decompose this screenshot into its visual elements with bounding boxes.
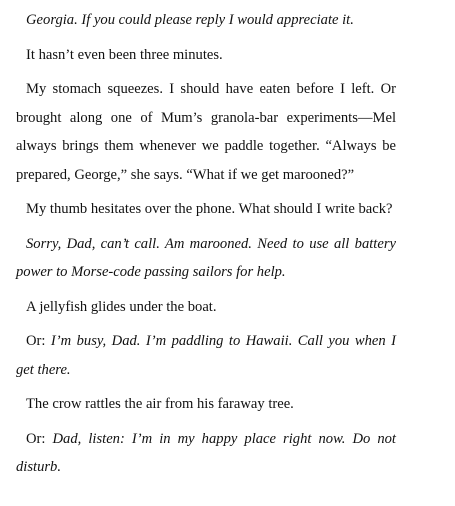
paragraph-text: It hasn’t even been three minutes. (26, 46, 223, 63)
paragraph-narration (16, 41, 396, 70)
paragraph-text: Dad, listen: I’m in my happy place right now. Do not disturb. (16, 430, 396, 475)
paragraph-text: My stomach squeezes. I should have eaten before I left. Or brought along one of Mum’s granola-bar experiments—Mel always brings them whenever we paddle together. “Always be prepared, George,” she says. “What if we get marooned?” (16, 81, 396, 183)
paragraph-imagined-reply (16, 230, 396, 287)
paragraph-imagined-reply (16, 327, 396, 384)
paragraph-narration (16, 293, 396, 322)
paragraph-text: I’m busy, Dad. I’m paddling to Hawaii. Call you when I get there. (16, 333, 396, 378)
paragraph-text: The crow rattles the air from his faraway tree. (26, 396, 294, 412)
paragraph-prefix: Or: (26, 333, 51, 349)
paragraph-narration (16, 390, 396, 419)
paragraph-narration (16, 75, 396, 189)
paragraph-imagined-reply (16, 425, 396, 482)
paragraph-text: A jellyfish glides under the boat. (26, 298, 217, 315)
paragraph-text: My thumb hesitates over the phone. What should I write back? (26, 201, 393, 217)
paragraph-text-message (16, 6, 396, 35)
paragraph-prefix: Or: (26, 430, 53, 447)
paragraph-narration (16, 195, 396, 224)
paragraph-text: Sorry, Dad, can’t call. Am marooned. Need to use all battery power to Morse-code passing sailors for help. (16, 235, 396, 280)
document-page (16, 6, 396, 488)
paragraph-text: Georgia. If you could please reply I would appreciate it. (26, 12, 354, 28)
